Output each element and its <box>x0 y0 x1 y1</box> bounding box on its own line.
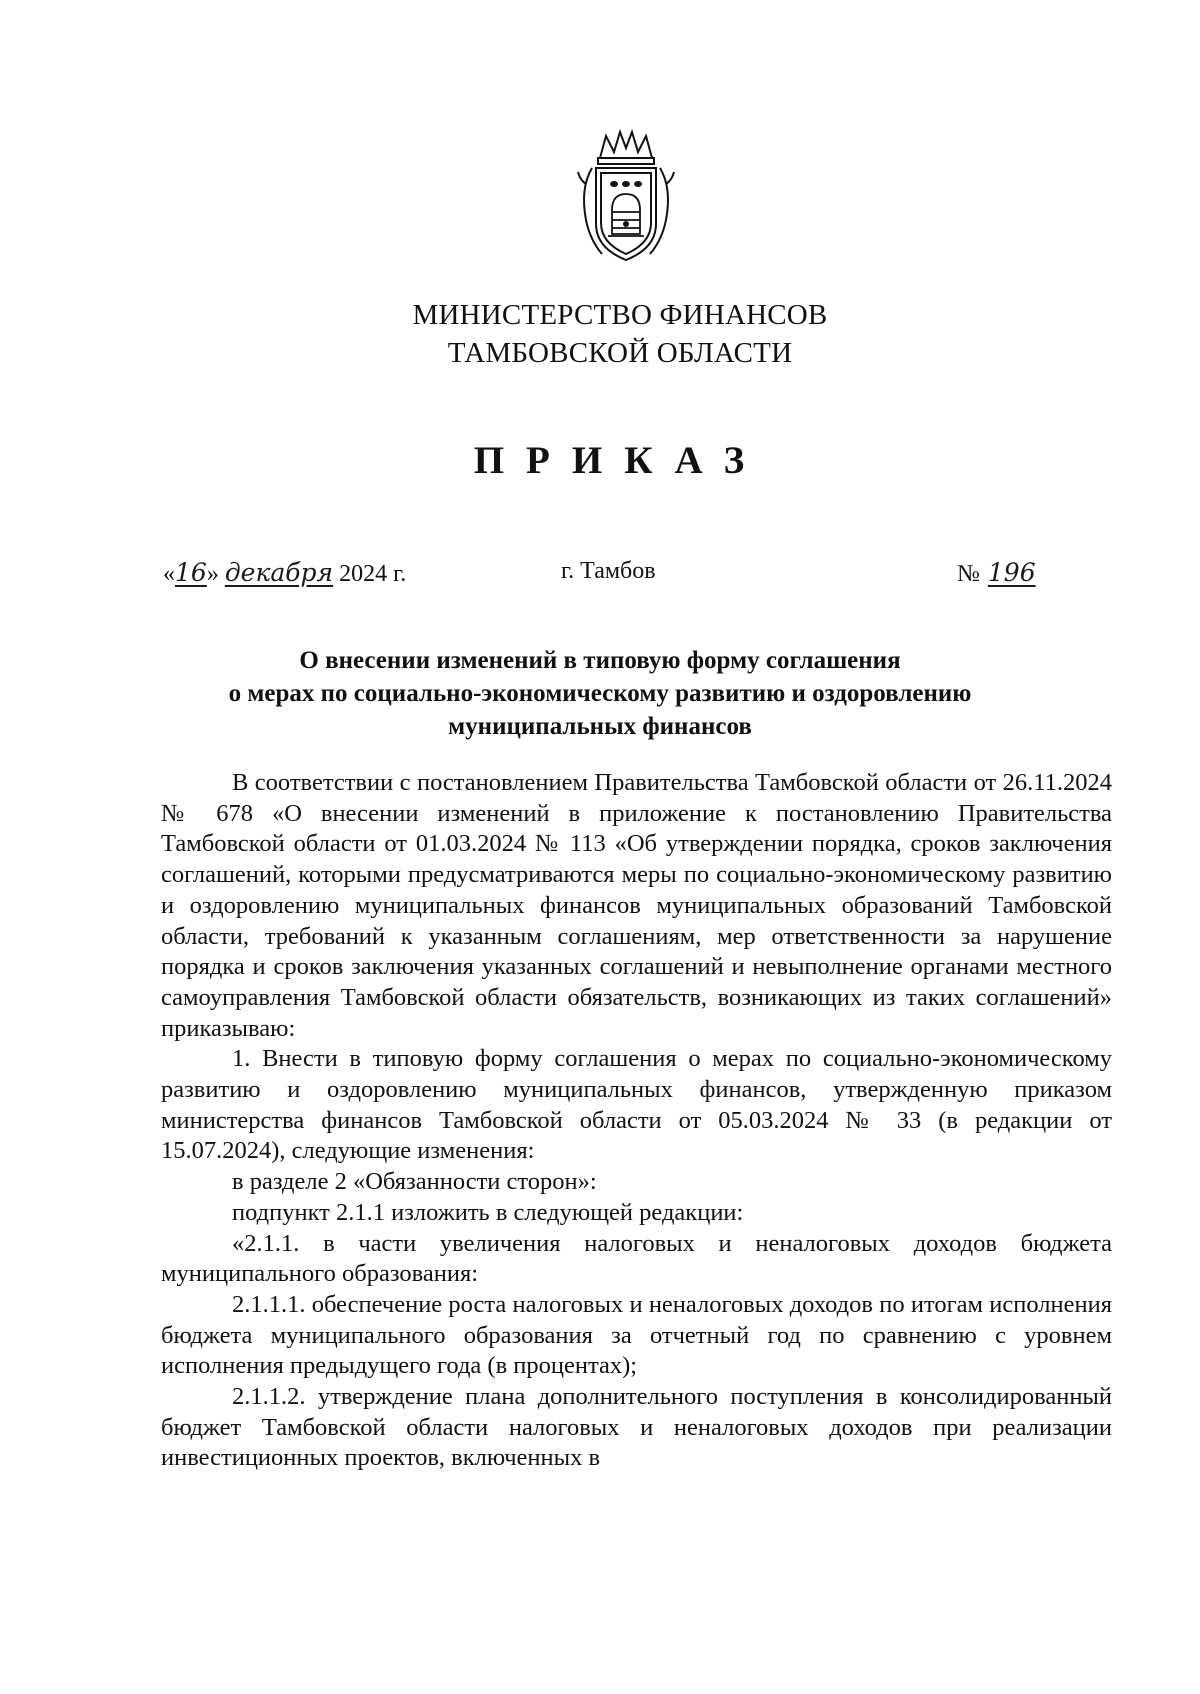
order-subject <box>150 644 1050 743</box>
date-quote-close: » <box>206 561 219 587</box>
paragraph: 1. Внести в типовую форму соглашения о мерах по социально-экономическому развитию и оздоровлению муниципальных финансов, утвержденную приказом министерства финансов Тамбовской области от 05.03.2024 № 33 (в редакции от 15.07.2024), следующие изменения: <box>161 1045 1112 1165</box>
subject-line-2: о мерах по социально-экономическому развитию и оздоровлению <box>228 680 972 707</box>
paragraph: В соответствии с постановлением Правительства Тамбовской области от 26.11.2024 № 678 «О внесении изменений в приложение к постановлению Правительства Тамбовской области от 01.03.2024 № 113 «Об утверждении порядка, сроков заключения соглашений, которыми предусматриваются меры по социально-экономическому развитию и оздоровлению муниципальных финансов муниципальных образований Тамбовской области, требований к указанным соглашениям, мер ответственности за нарушение порядка и сроков заключения указанных соглашений и невыполнение органами местного самоуправления Тамбовской области обязательств, возникающих из таких соглашений» приказываю: <box>161 769 1112 1042</box>
date-year: 2024 г. <box>339 561 407 587</box>
ministry-line-1: МИНИСТЕРСТВО ФИНАНСОВ <box>412 299 828 331</box>
paragraph: 2.1.1.1. обеспечение роста налоговых и неналоговых доходов по итогам исполнения бюджета муниципального образования за отчетный год по сравнению с уровнем исполнения предыдущего года (в процентах); <box>161 1290 1112 1380</box>
paragraph: 2.1.1.2. утверждение плана дополнительного поступления в консолидированный бюджет Тамбовской области налоговых и неналоговых доходов при реализации инвестиционных проектов, включенных в <box>161 1383 1112 1472</box>
paragraph: в разделе 2 «Обязанности сторон»: <box>232 1168 597 1196</box>
number-label: № <box>957 561 980 587</box>
paragraph: «2.1.1. в части увеличения налоговых и неналоговых доходов бюджета муниципального образования: <box>161 1229 1112 1288</box>
date-day: 16 <box>175 558 207 587</box>
date-number-row <box>0 558 1200 618</box>
city: г. Тамбов <box>561 558 656 584</box>
date-quote-open: « <box>163 561 175 587</box>
number-value: 196 <box>987 558 1036 587</box>
ministry-name <box>300 296 940 372</box>
order-title: ПРИКАЗ <box>473 439 767 482</box>
paragraph: подпункт 2.1.1 изложить в следующей редакции: <box>232 1198 744 1226</box>
date-month: декабря <box>224 558 334 587</box>
ministry-line-2: ТАМБОВСКОЙ ОБЛАСТИ <box>447 337 793 369</box>
subject-line-1: О внесении изменений в типовую форму соглашения <box>299 647 901 674</box>
tambov-coat-of-arms-icon <box>572 128 680 268</box>
order-date <box>163 558 406 588</box>
subject-line-3: муниципальных финансов <box>448 713 752 740</box>
order-number <box>957 558 1036 588</box>
order-body <box>161 768 1112 1474</box>
